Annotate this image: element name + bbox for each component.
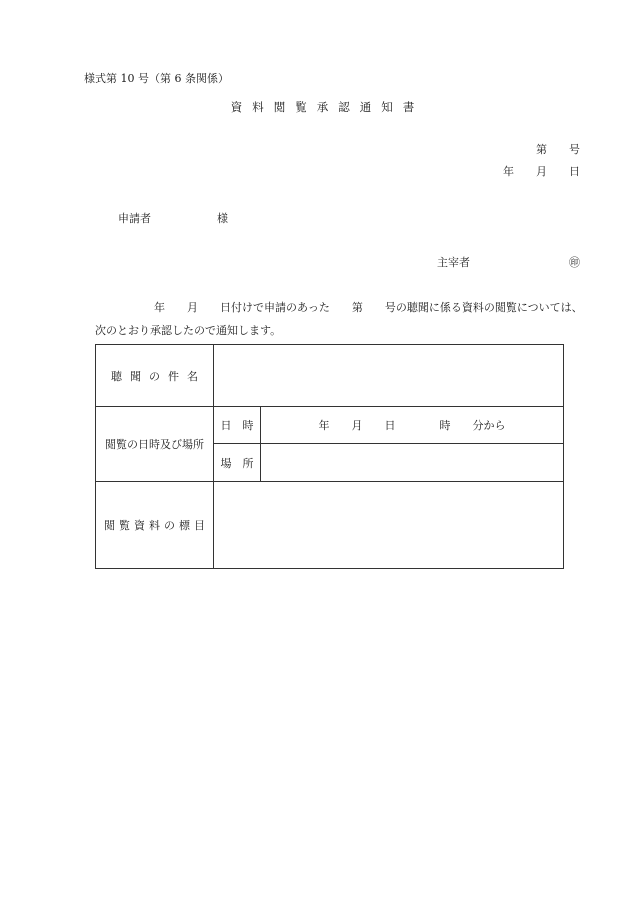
table-row bbox=[96, 407, 564, 444]
viewing-datetime-place-label: 閲覧の日時及び場所 bbox=[96, 407, 214, 482]
hearing-subject-cell bbox=[214, 345, 564, 407]
datetime-value: 年 月 日 時 分から bbox=[261, 407, 564, 444]
viewing-materials-label: 閲覧資料の標目 bbox=[96, 482, 214, 569]
hearing-subject-label: 聴聞の件名 bbox=[96, 345, 214, 407]
body-text-line-2: 次のとおり承認したので通知します。 bbox=[95, 324, 282, 337]
document-date: 年 月 日 bbox=[503, 165, 580, 178]
organizer-line: 主宰者 ㊞ bbox=[437, 256, 580, 269]
place-label: 場 所 bbox=[214, 444, 261, 482]
form-number: 様式第 10 号（第 6 条関係） bbox=[84, 72, 229, 85]
place-value-cell bbox=[261, 444, 564, 482]
viewing-materials-cell bbox=[214, 482, 564, 569]
datetime-label: 日 時 bbox=[214, 407, 261, 444]
notification-table bbox=[95, 344, 564, 569]
applicant-line: 申請者 様 bbox=[118, 212, 228, 225]
table-row bbox=[96, 345, 564, 407]
table-row bbox=[96, 482, 564, 569]
document-title: 資料閲覧承認通知書 bbox=[230, 100, 425, 114]
document-number: 第 号 bbox=[536, 143, 580, 156]
body-text-line-1: 年 月 日付けで申請のあった 第 号の聴聞に係る資料の閲覧については、 bbox=[154, 301, 583, 314]
